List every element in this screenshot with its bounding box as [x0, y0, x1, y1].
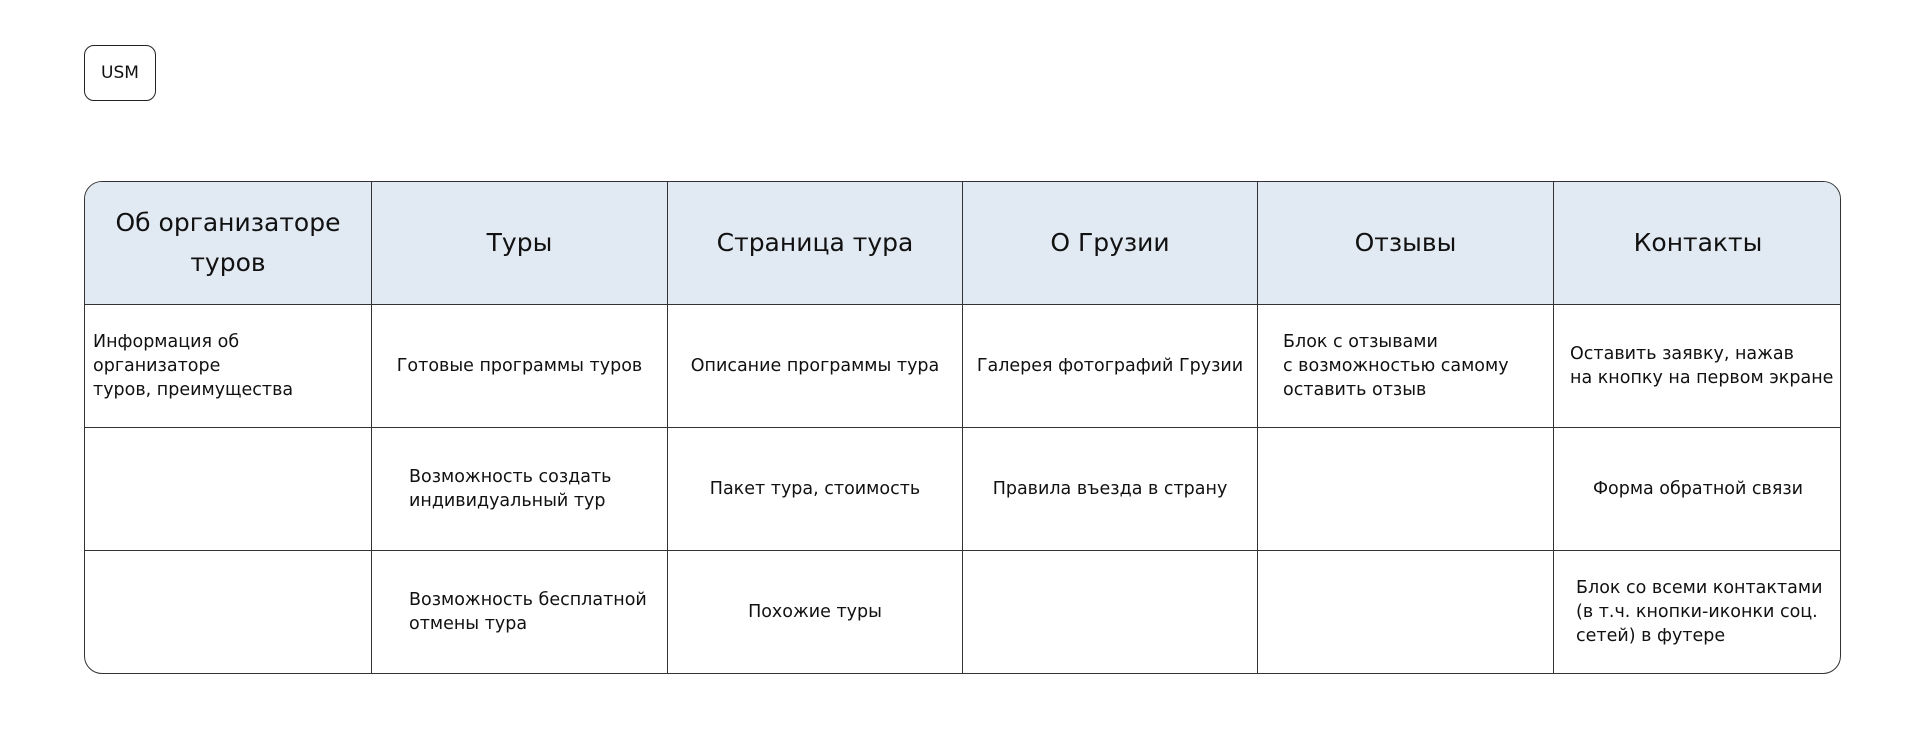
- table-cell: Оставить заявку, нажав на кнопку на первом экране: [1554, 305, 1841, 428]
- table-cell: Похожие туры: [668, 551, 963, 673]
- header-about-georgia: О Грузии: [963, 182, 1258, 305]
- table-cell: Готовые программы туров: [372, 305, 668, 428]
- header-tours: Туры: [372, 182, 668, 305]
- header-reviews: Отзывы: [1258, 182, 1554, 305]
- table-cell: Возможность бесплатной отмены тура: [372, 551, 668, 673]
- table-cell: [85, 428, 372, 551]
- header-contacts: Контакты: [1554, 182, 1841, 305]
- table-cell: [85, 551, 372, 673]
- table-cell: Галерея фотографий Грузии: [963, 305, 1258, 428]
- usm-table: [84, 181, 1841, 674]
- table-cell: Форма обратной связи: [1554, 428, 1841, 551]
- table-cell: [1258, 428, 1554, 551]
- table-cell: [963, 551, 1258, 673]
- header-organizer: Об организаторе туров: [85, 182, 372, 305]
- table-cell: Правила въезда в страну: [963, 428, 1258, 551]
- header-tour-page: Страница тура: [668, 182, 963, 305]
- table-cell: Блок со всеми контактами (в т.ч. кнопки-иконки соц. сетей) в футере: [1576, 578, 1823, 646]
- table-cell: Возможность создать индивидуальный тур: [372, 428, 668, 551]
- usm-badge: USM: [84, 45, 156, 101]
- table-cell: Блок с отзывами с возможностью самому оставить отзыв: [1258, 305, 1554, 428]
- table-cell: Описание программы тура: [668, 305, 963, 428]
- table-cell: Пакет тура, стоимость: [668, 428, 963, 551]
- table-cell: Информация об организаторе туров, преимущества: [85, 305, 372, 428]
- table-cell: [1258, 551, 1554, 673]
